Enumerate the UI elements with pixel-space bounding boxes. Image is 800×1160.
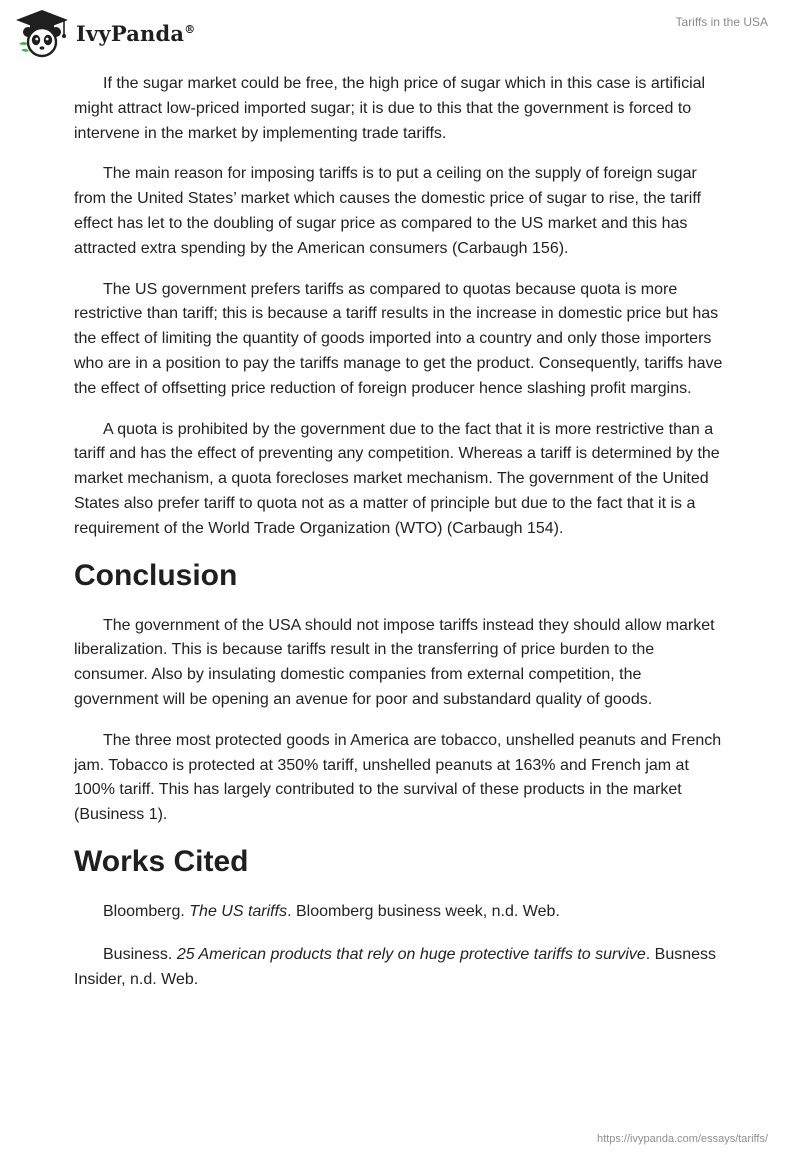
citation-author: Bloomberg.: [103, 902, 190, 920]
document-title: Tariffs in the USA: [675, 15, 768, 29]
conclusion-paragraph-2: The three most protected goods in America are tobacco, unshelled peanuts and French jam. Tobacco is protected at 350% tariff, unshelled peanuts at 163% and French jam at 100% tariff. This has largely contributed to the survival of these products in the market (Business 1).: [74, 731, 722, 824]
citation-entry: [74, 900, 726, 925]
panda-graduate-icon: [14, 8, 70, 58]
body-paragraph-2: The main reason for imposing tariffs is to put a ceiling on the supply of foreign sugar from the United States’ market which causes the domestic price of sugar to rise, the tariff effect has let to the doubling of sugar price as compared to the US market and this has attracted extra spending by the American consumers (Carbaugh 156).: [74, 165, 701, 257]
citation-author: Business.: [103, 945, 177, 963]
works-cited-heading: Works Cited: [74, 844, 249, 878]
body-paragraph-1: If the sugar market could be free, the high price of sugar which in this case is artificial might attract low-priced imported sugar; it is due to this that the government is forced to intervene in the market by implementing trade tariffs.: [74, 75, 706, 142]
page-header: [0, 0, 800, 68]
body-paragraph-3: The US government prefers tariffs as compared to quotas because quota is more restrictive than tariff; this is because a tariff results in the increase in domestic price but has the effect of limiting the quantity of goods imported into a country and only those importers who are in a position to pay the tariffs manage to get the product. Consequently, tariffs have the effect of offsetting price reduction of foreign producer hence slashing profit margins.: [74, 280, 723, 397]
essay-content: [74, 72, 726, 1010]
citation-entry: [74, 943, 726, 993]
citation-details: . Bloomberg business week, n.d. Web.: [287, 902, 560, 920]
citation-details: . Busness Insider, n.d. Web.: [74, 945, 717, 988]
body-paragraph-4: A quota is prohibited by the government due to the fact that it is more restrictive than a tariff and has the effect of preventing any competition. Whereas a tariff is determined by the market mechanism, a quota forecloses market mechanism. The government of the United States also prefer tariff to quota not as a matter of principle but due to the fact that it is a requirement of the World Trade Organization (WTO) (Carbaugh 154).: [74, 420, 720, 537]
source-url-link[interactable]: https://ivypanda.com/essays/tariffs/: [597, 1133, 768, 1145]
conclusion-paragraph-1: The government of the USA should not impose tariffs instead they should allow market liberalization. This is because tariffs result in the transferring of price burden to the consumer. Also by insulating domestic companies from external competition, the government will be opening an avenue for poor and substandard quality of goods.: [74, 616, 715, 708]
logo-wordmark: IvyPanda®: [76, 20, 196, 46]
citation-title: 25 American products that rely on huge protective tariffs to survive: [176, 945, 646, 963]
citation-title: The US tariffs: [189, 902, 288, 920]
ivypanda-logo[interactable]: [14, 8, 195, 58]
conclusion-heading: Conclusion: [74, 558, 238, 592]
